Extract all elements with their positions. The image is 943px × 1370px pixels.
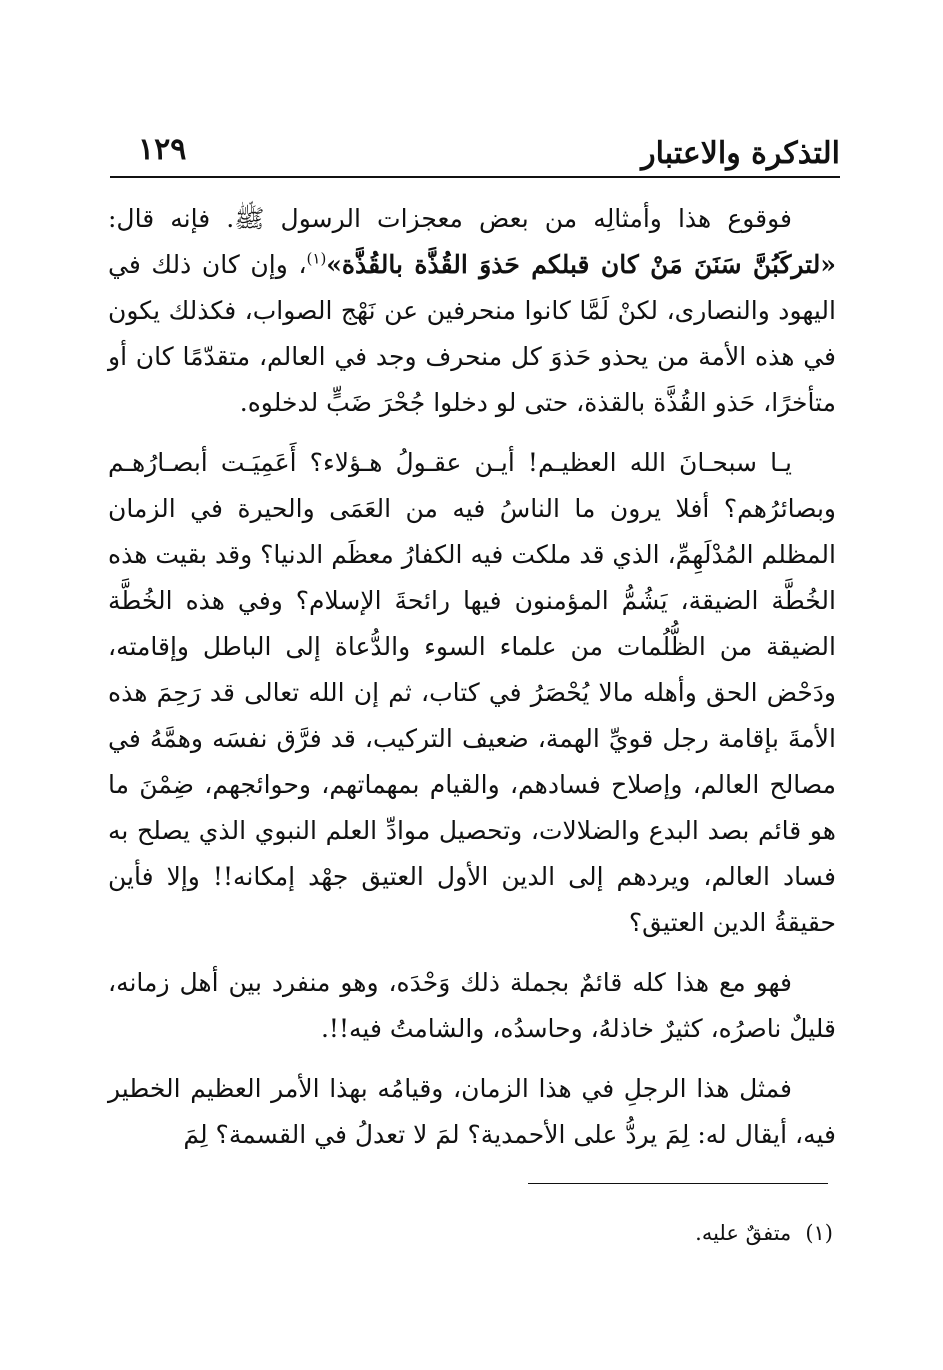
footnote-rule xyxy=(528,1183,828,1184)
paragraph-3: فهو مع هذا كله قائمٌ بجملة ذلك وَحْدَه، وهو منفرد بين أهل زمانه، قليلٌ ناصرُه، كثيرٌ خاذلهُ، وحاسدُه، والشامتُ فيه!!. xyxy=(108,968,836,1043)
footnote-text: متفقٌ عليه. xyxy=(695,1221,792,1245)
body-text xyxy=(108,196,836,1158)
paragraph-1-rest: ، وإن كان ذلك في اليهود والنصارى، لكنْ لَمَّا كانوا منحرفين عن نَهْج الصواب، فكذلك يكون في هذه الأمة من يحذو حَذوَ كل منحرف وجد في العالم، متقدّمًا كان أو متأخرًا، حَذو القُذَّة بالقذة، حتى لو دخلوا جُحْرَ ضَبٍّ لدخلوه. xyxy=(108,250,836,417)
footnote xyxy=(695,1218,833,1248)
paragraph-4: فمثل هذا الرجلِ في هذا الزمان، وقيامُه بهذا الأمر العظيم الخطير فيه، أيقال له: لِمَ يردُّ على الأحمدية؟ لمَ لا تعدلُ في القسمة؟ لِمَ xyxy=(108,1074,836,1149)
footnote-marker: (١) xyxy=(805,1221,833,1245)
running-title: التذكرة والاعتبار xyxy=(641,136,840,171)
footnote-reference: (١) xyxy=(306,249,327,268)
page-header xyxy=(110,128,840,178)
paragraph-1 xyxy=(108,196,836,426)
header-rule xyxy=(110,176,840,178)
page-number: ١٢٩ xyxy=(138,132,187,167)
hadith-quote: «لتركَبُنَّ سَنَنَ مَنْ كان قبلكم حَذوَ القُذَّة بالقُذَّة» xyxy=(326,250,836,279)
paragraph-2: يـا سبحـانَ الله العظيـم! أيـن عقـولُ هـؤلاء؟ أَعَمِيَـت أبصـارُهـم وبصائرُهم؟ أفلا يرون ما الناسُ فيه من العَمَى والحيرة في الزمان المظلم المُدْلَهِمِّ، الذي قد ملكت فيه الكفارُ معظَم الدنيا؟ وقد بقيت هذه الخُطَّة الضيقة، يَشُمُّ المؤمنون فيها رائحةَ الإسلام؟ وفي هذه الخُطَّة الضيقة من الظُّلُمات من علماء السوء والدُّعاة إلى الباطل وإقامته، ودَحْض الحق وأهله مالا يُحْصَرُ في كتاب، ثم إن الله تعالى قد رَحِمَ هذه الأمةَ بإقامة رجل قويِّ الهمة، ضعيف التركيب، قد فرَّق نفسَه وهمَّهُ في مصالح العالم، وإصلاح فسادهم، والقيام بمهماتهم، وحوائجهم، ضِمْنَ ما هو قائم بصد البدع والضلالات، وتحصيل موادِّ العلم النبوي الذي يصلح به فساد العالم، ويردهم إلى الدين الأول العتيق جهْد إمكانه!! وإلا فأين حقيقةُ الدين العتيق؟ xyxy=(108,448,836,937)
paragraph-1-intro: فوقوع هذا وأمثالِه من بعض معجزات الرسول ﷺ. فإنه قال: xyxy=(108,204,792,233)
